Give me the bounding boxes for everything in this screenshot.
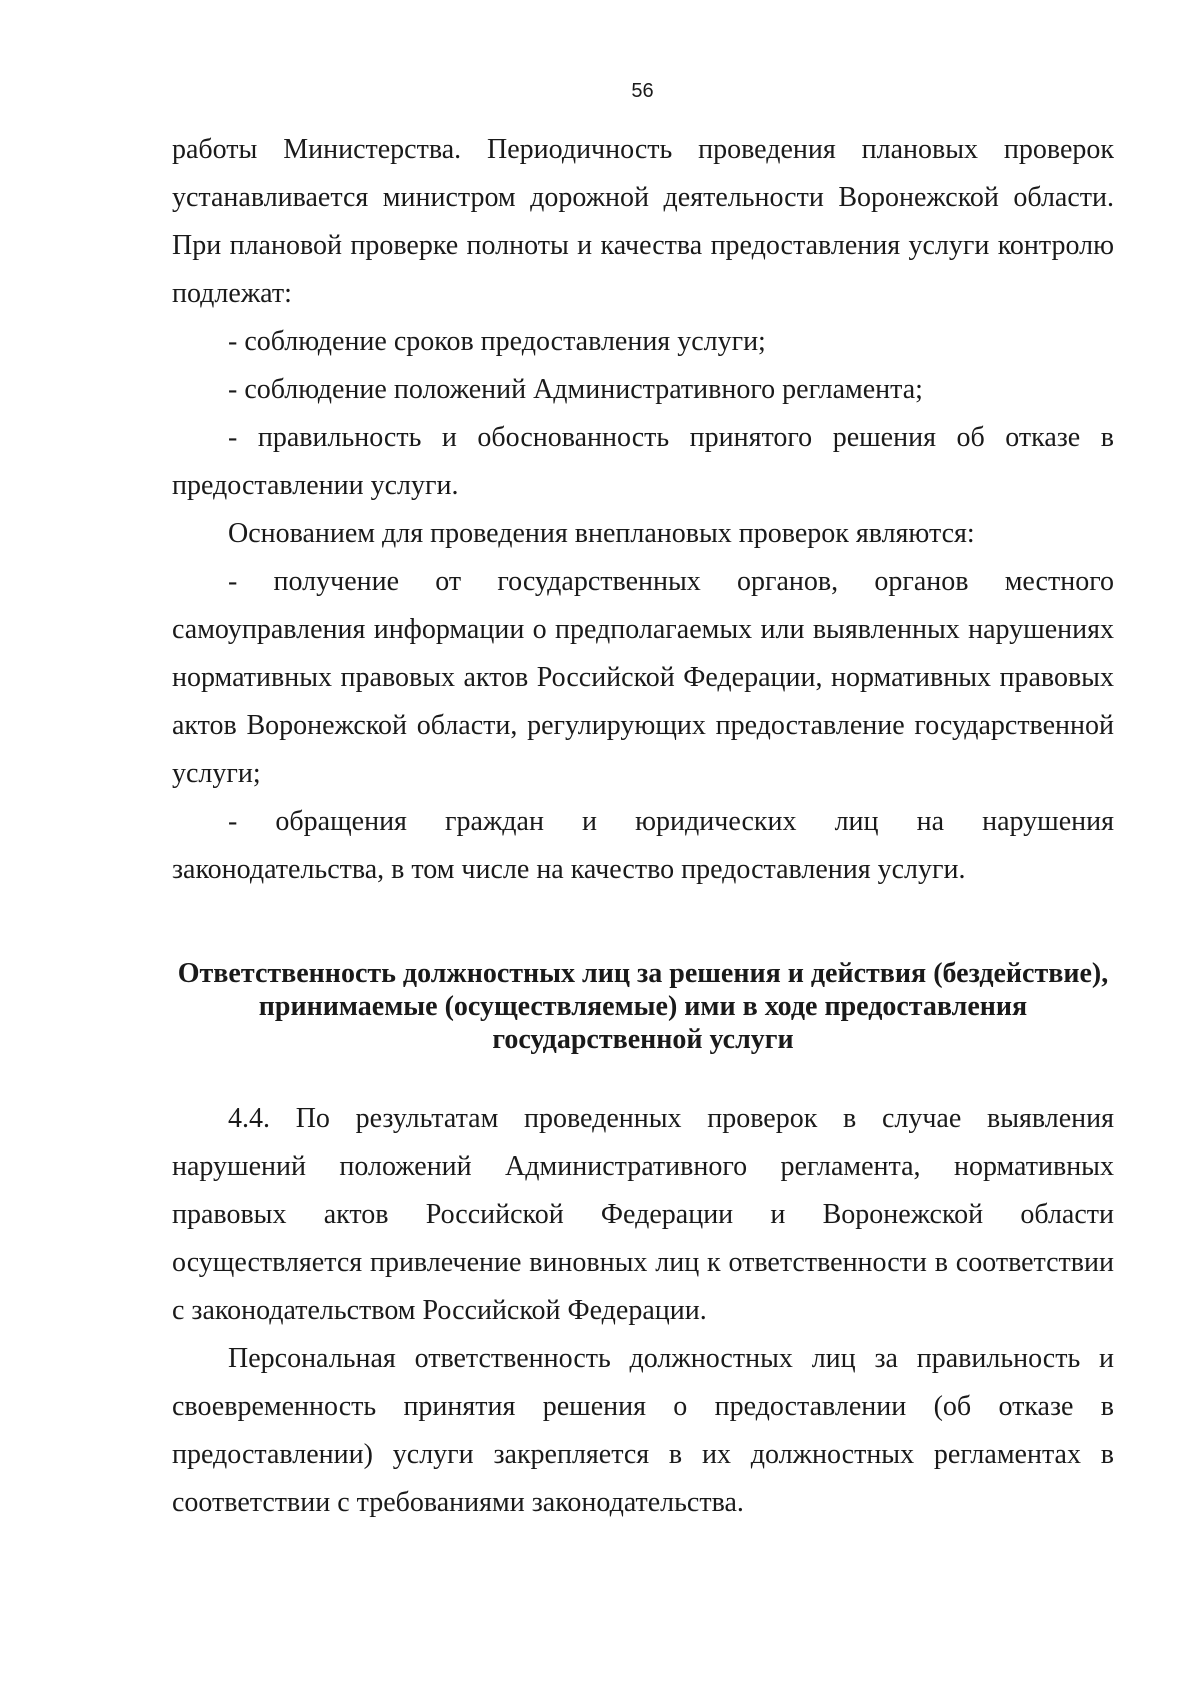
paragraph-intro: работы Министерства. Периодичность проведения плановых проверок устанавливается министром дорожной деятельности Воронежской области. При плановой проверке полноты и качества предоставления услуги контролю подлежат: [172,134,1114,309]
heading-line-3: государственной услуги [492,1024,794,1055]
list-item-refusal-decision: - правильность и обоснованность принятого решения об отказе в предоставлении услуги. [172,422,1114,501]
top-text-block [172,126,1114,894]
list-item-regulation: - соблюдение положений Административного регламента; [228,374,923,405]
heading-line-2: принимаемые (осуществляемые) ими в ходе предоставления [258,991,1028,1022]
paragraph-unplanned-intro: Основанием для проведения внеплановых проверок являются: [228,518,975,549]
list-item-appeals: - обращения граждан и юридических лиц на нарушения законодательства, в том числе на качество предоставления услуги. [172,806,1114,885]
paragraph-4-4: 4.4. По результатам проведенных проверок в случае выявления нарушений положений Административного регламента, нормативных правовых актов Российской Федерации и Воронежской области осуществляется привлечение виновных лиц к ответственности в соответствии с законодательством Российской Федерации. [172,1103,1114,1326]
page-number: 56 [631,80,654,102]
section-heading [172,957,1114,1056]
heading-line-1: Ответственность должностных лиц за решения и действия (бездействие), [177,958,1109,989]
list-item-information: - получение от государственных органов, органов местного самоуправления информации о предполагаемых или выявленных нарушениях нормативных правовых актов Российской Федерации, нормативных правовых актов Воронежской области, регулирующих предоставление государственной услуги; [172,566,1114,789]
list-item-deadlines: - соблюдение сроков предоставления услуги; [228,326,766,357]
paragraph-personal-responsibility: Персональная ответственность должностных лиц за правильность и своевременность принятия решения о предоставлении (об отказе в предоставлении) услуги закрепляется в их должностных регламентах в соответствии с требованиями законодательства. [172,1343,1114,1518]
bottom-text-block [172,1095,1114,1527]
